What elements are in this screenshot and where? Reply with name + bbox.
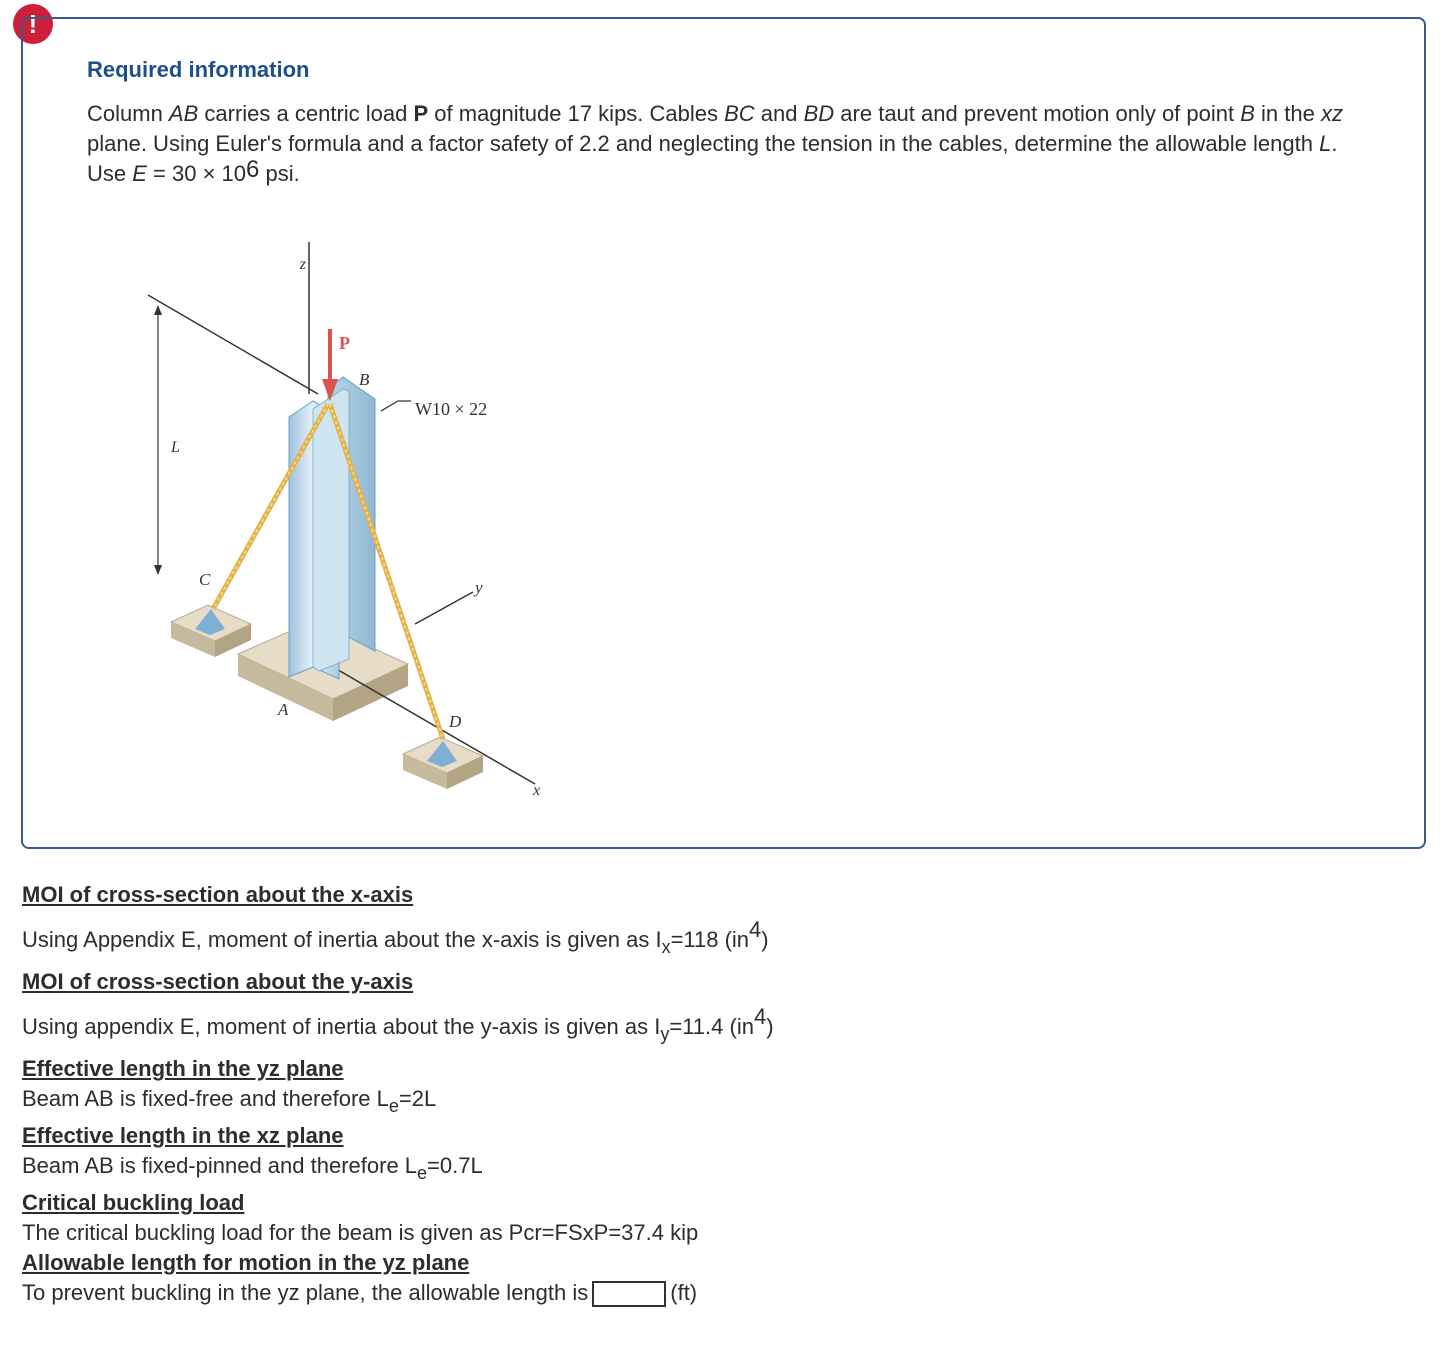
allowable-length-text: To prevent buckling in the yz plane, the allowable length is <box>22 1280 589 1305</box>
unit-label: (ft) <box>670 1280 698 1305</box>
required-info-box <box>21 17 1426 849</box>
section-heading-effective-length-xz: Effective length in the xz plane <box>22 1123 344 1148</box>
effective-length-xz-text: Beam AB is fixed-pinned and therefore $L_e=0.7L$ <box>22 1153 483 1183</box>
label-p: P <box>339 333 350 353</box>
reference-line <box>148 295 318 394</box>
dimension-arrow-top <box>154 305 162 315</box>
column-figure <box>143 239 573 799</box>
section-heading-allowable-length: Allowable length for motion in the yz plane <box>22 1250 470 1275</box>
section-heading-moi-x: MOI of cross-section about the x-axis <box>22 882 414 907</box>
allowable-length-row <box>22 1278 1122 1308</box>
moi-x-text: Using Appendix E, moment of inertia about the x-axis is given as $I_x=118$ (in4) <box>22 917 769 957</box>
moi-y-text: Using appendix E, moment of inertia about the y-axis is given as $I_y=11.4$ (in4) <box>22 1004 774 1044</box>
info-title: Required information <box>87 57 310 82</box>
label-x: x <box>533 782 541 799</box>
label-a: A <box>278 700 289 719</box>
section-heading-moi-y: MOI of cross-section about the y-axis <box>22 969 414 994</box>
section-leader-line <box>381 401 411 411</box>
effective-length-yz-text: Beam AB is fixed-free and therefore $L_e=2L$ <box>22 1086 437 1116</box>
solution-steps <box>22 880 1122 1308</box>
label-y: y <box>475 578 483 597</box>
allowable-length-input[interactable] <box>592 1281 666 1307</box>
label-b: B <box>359 370 370 389</box>
label-z: z <box>299 256 306 273</box>
section-heading-effective-length-yz: Effective length in the yz plane <box>22 1056 344 1081</box>
label-c: C <box>199 570 211 589</box>
label-l: L <box>171 439 180 456</box>
dimension-arrow-bottom <box>154 565 162 575</box>
label-section: W10 × 22 <box>415 399 488 419</box>
critical-load-text: The critical buckling load for the beam is given as Pcr=FSxP=37.4 kip <box>22 1220 699 1245</box>
problem-statement: Column AB carries a centric load P of magnitude 17 kips. Cables BC and BD are taut and prevent motion only of point B in the xz plane. Using Euler's formula and a factor safety of 2.2 and neglecting the tension in the cables, determine the allowable length L. Use $E = 30 \times 10^6$ psi. <box>87 101 1343 186</box>
column-web <box>313 389 349 671</box>
section-heading-critical-load: Critical buckling load <box>22 1190 245 1215</box>
label-d: D <box>449 712 462 731</box>
alert-icon: ! <box>13 4 53 44</box>
y-axis-line <box>415 592 473 624</box>
